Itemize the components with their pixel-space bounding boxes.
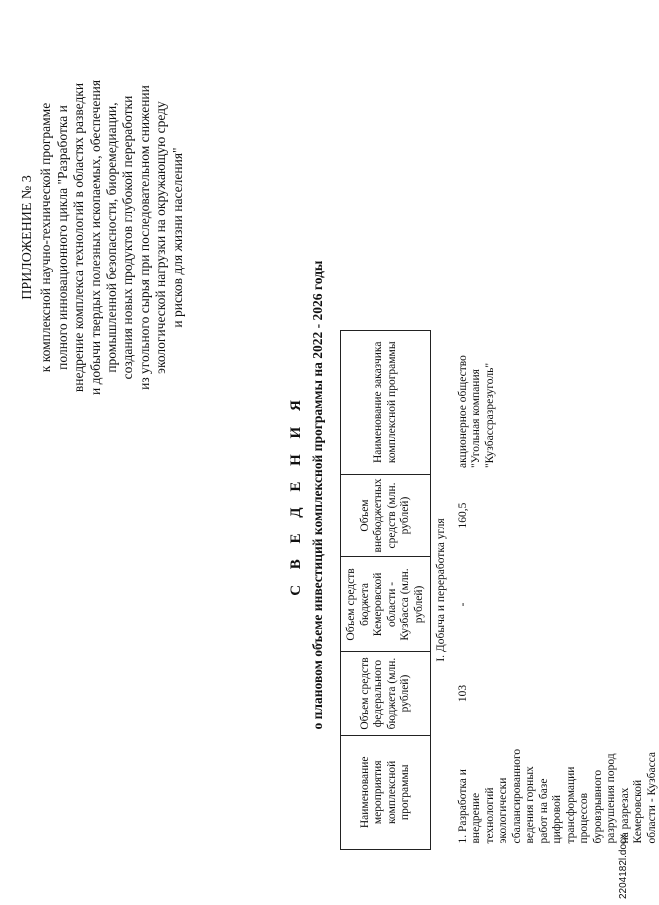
header-customer: Наименование заказчика комплексной программы [341,331,431,475]
table-header-row [341,331,431,850]
appendix-line: полного инновационного цикла "Разработка и [54,105,70,370]
appendix-line: к комплексной научно-технической программе [38,102,54,373]
activity-name-cell: 1. Разработка и внедрение технологий экологически сбалансированного ведения горных работ на базе цифровой трансформации процессов буровзрывного разрушения пород на разрезах Кемеровской области - Кузбасса [456,748,658,844]
appendix-line: и рисков для жизни населения" [169,147,185,328]
federal-budget-cell: 103 [456,684,469,703]
file-code: 2204182l.docx [618,833,629,899]
appendix-block [20,0,186,475]
investment-table [340,330,659,850]
appendix-title: ПРИЛОЖЕНИЕ № 3 [20,175,35,300]
appendix-line: создания новых продуктов глубокой переработки [120,95,136,380]
document-title: С В Е Д Е Н И Я [288,394,304,596]
header-federal-budget: Объем средств федерального бюджета (млн. рублей) [341,652,431,735]
document-subtitle: о плановом объеме инвестиций комплексной программы на 2022 - 2026 годы [310,260,325,730]
section-row [431,331,449,850]
table-row [449,331,659,850]
section-title: I. Добыча и переработка угля [435,518,447,662]
header-activity-name: Наименование мероприятия комплексной программы [341,735,431,849]
appendix-line: из угольного сырья при последовательном снижении [136,85,152,390]
regional-budget-cell: - [456,602,469,607]
appendix-line: и добычи твердых полезных ископаемых, обеспечения [87,79,103,396]
customer-cell: акционерное общество "Угольная компания "Кузбассразрезуголь" [456,355,496,469]
appendix-line: промышленной безопасности, биоремедиации, [104,102,120,373]
appendix-line: экологической нагрузки на окружающую среду [153,101,169,374]
appendix-line: внедрение комплекса технологий в областях разведки [71,82,87,393]
header-regional-budget: Объем средств бюджета Кемеровской области - Кузбасса (млн. рублей) [341,557,431,652]
extrabudget-cell: 160,5 [456,502,469,529]
header-extrabudget: Объем внебюджетных средств (млн. рублей) [341,474,431,557]
